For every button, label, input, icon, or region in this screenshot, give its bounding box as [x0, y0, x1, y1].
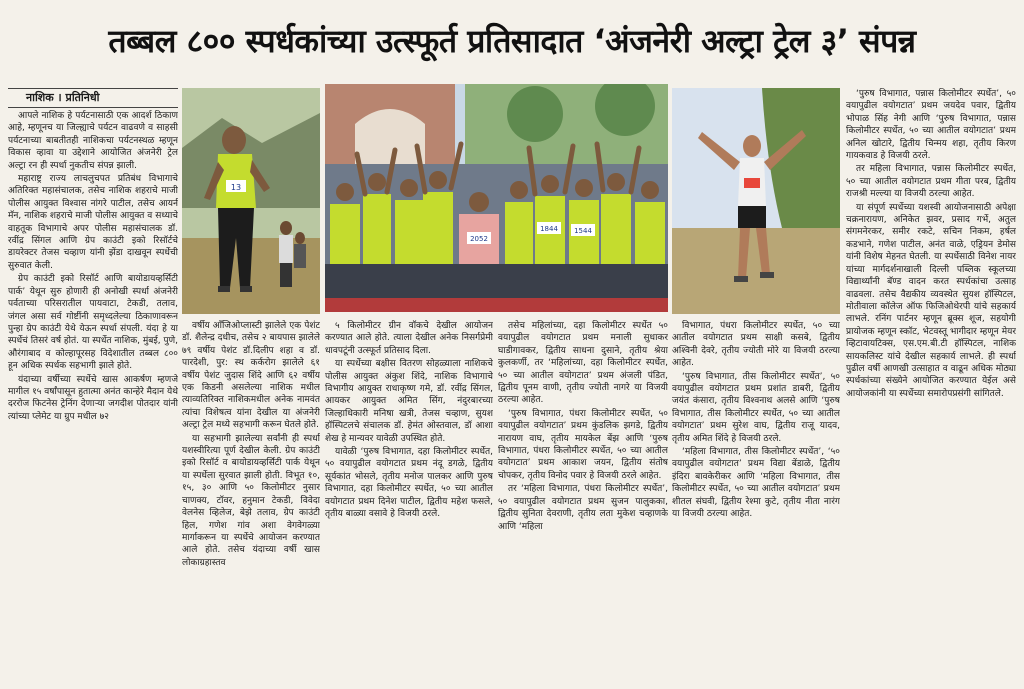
article-column-6 — [846, 88, 1016, 685]
paragraph: ‘महिला विभागात, तीस किलोमीटर स्पर्धेत’, ‘५० वयापुढील वयोगटात’ प्रथम विद्या बेंडाळे, द्वितीय इंदिरा बावकेरीकर आणि ‘महिला विभागात, तीस किलोमीटर स्पर्धेत, ५० च्या आतील वयोगटात’ प्रथम शीतल संघवी, द्वितीय रेश्मा कुटे, तृतीय नीता नारंग या विजयी ठरल्या आहेत. — [672, 447, 840, 520]
paragraph: महाराष्ट्र राज्य लाचलुचपत प्रतिबंध विभागाचे अतिरिक्त महासंचालक, तसेच नाशिक शहराचे माजी पोलीस आयुक्त विश्वास नांगरे पाटील, तसेच आयर्न मॅन, नाशिक शहराचे माजी पोलीस आयुक्त व सध्याचे वाहतूक विभागाचे अपर पोलीस महासंचालक डॉ. रवींद्र सिंगल आणि ग्रेप काउंटी इको रिसॉर्टचे डायरेक्टर तेजस चव्हाण यांनी झेंडा दाखवून स्पर्धेची सुरुवात केली. — [8, 174, 178, 271]
article-column-3 — [325, 320, 493, 685]
paragraph: तर महिला विभागात, पन्नास किलोमीटर स्पर्धेत, ५० च्या आतील वयोगटात प्रथम गीता परब, द्वितीय राजश्री मल्ल्या या विजयी ठरल्या आहेत. — [846, 164, 1016, 200]
paragraph: या संपूर्ण स्पर्धेच्या यशस्वी आयोजनासाठी अपेक्षा चक्रनारायण, अनिकेत झवर, प्रसाद गर्भे, अतुल संगमनेरकर, समीर रकटे, सचिन निकम, हर्षल कडभाने, गणेश पाटील, अनंत वाळे, एड्रियन डेमोस यांनी विशेष मेहनत घेतली. या स्पर्धेसाठी विनेश नायर यांच्या मार्गदर्शनाखाली दिल्ली पब्लिक स्कूलच्या विद्यार्थ्यांनी बॅण्ड वादन करत स्पर्धकांचा उत्साह वाढवला. तसेच वैद्यकीय व्यवस्थेत सुयश हॉस्पिटल, मोतीवाला कॉलेज ऑफ फिजिओथेरपी यांचे सहकार्य लाभले. रनिंग पार्टनर म्हणून ब्रूक्स शूज, सहयोगी प्रायोजक म्हणून स्कॉट, भेटवस्तू भागीदार म्हणून मेयर व्हिटावायटिक्स, एस.एम.बी.टी हॉस्पिटल, नाशिक सायकलिस्ट यांचे देखील सहकार्य लाभले. ही स्पर्धा पुढील वर्षी आणखी उत्साहात व वाढून अधिक मोठ्या स्पर्धकांच्या संख्येने आयोजित करण्यात येईल असे आयोजकांनी या स्पर्धेच्या समारोपप्रसंगी सांगितले. — [846, 202, 1016, 399]
paragraph: विभागात, पंधरा किलोमीटर स्पर्धेत, ५० च्या आतील वयोगटात प्रथम साक्षी कसबे, द्वितीय अश्विनी देवरे, तृतीय ज्योती मोरे या विजयी ठरल्या आहेत. — [672, 321, 840, 369]
photo-bib: 1544 — [574, 227, 592, 235]
dateline — [8, 88, 178, 108]
article-column-2 — [182, 320, 320, 685]
paragraph: या सहभागी झालेल्या सर्वांनी ही स्पर्धा यशस्वीरित्या पूर्ण देखील केली. ग्रेप काउंटी इको रिसॉर्ट व बायोडायव्हर्सिटी पार्क येथून या स्पर्धेला सुरवात झाली होती. विभूत १०, १५, ३० आणि ५० किलोमीटर नुसार चाणक्य, टॉवर, हनुमान टेकडी, विवेदा वेलनेस व्हिलेज, बेझे तलाव, ग्रेप काउंटी हिल, गणेश गांव अशा वेगवेगळ्या मार्गाकरून या स्पर्धेचे आयोजन करण्यात आले होते. तसेच यंदाच्या वर्षी खास लोकाग्रहास्तव — [182, 433, 320, 568]
paragraph: यंदाच्या वर्षीच्या स्पर्धेचे खास आकर्षण म्हणजे मागील १५ वर्षांपासून हुतात्मा अनंत कान्हेरे मैदान येथे दररोज फिटनेस ट्रेनिंग देणाऱ्या जगदीश पोतदार यांनी त्यांच्या प्लेमेट या ग्रुप मधील ७२ — [8, 374, 178, 422]
article-column-4 — [498, 320, 668, 685]
paragraph: ग्रेप काउंटी इको रिसॉर्ट आणि बायोडायव्हर्सिटी पार्क’ येथून सुरु होणारी ही अनोखी स्पर्धा अंजनेरी पर्वताच्या परिसरातील पायवाटा, टेकडी, तलाव, जंगल असा सर्व गोष्टींनी समृध्दलेल्या ठिकाणावरून पुन्हा ग्रेप काउंटी येथे येऊन स्पर्धा संपली. यंदा हे या स्पर्धेचं तिसरं वर्ष होतं. या स्पर्धेत नाशिक, मुंबई, पुणे, औरंगाबाद व कोल्हापूरसह विदेशातील तब्बल ८०० हून अधिक स्पर्धक सहभागी झाले होते. — [8, 274, 178, 372]
photo-bib: 1844 — [540, 225, 558, 233]
paragraph: या स्पर्धेच्या बक्षीस वितरण सोहळ्याला नाशिकचे पोलीस आयुक्त अंकुश शिंदे, नाशिक विभागाचे विभागीय आयुक्त राधाकृष्ण गमे, डॉ. रवींद्र सिंगल, आयकर आयुक्त अमित सिंग, नंदुरबारच्या जिल्हाधिकारी मनिषा खत्री, तेजस चव्हाण, सुयश हॉस्पिटलचे संचालक डॉ. हेमंत ओस्तवाल, डॉ आशा शेख हे मान्यवर यावेळी उपस्थित होते. — [325, 359, 493, 444]
paragraph: ‘पुरुष विभागात, तीस किलोमीटर स्पर्धेत’, ५० वयापुढील वयोगटात प्रथम प्रशांत डाबरी, द्वितीय जयंत कंसारा, तृतीय विश्वनाथ अलसे आणि ‘पुरुष विभागात, तीस किलोमीटर स्पर्धेत, ५० च्या आतील वयोगटात’ प्रथम सुरेश वाघ, द्वितीय राजू यादव, तृतीय अमित शिंदे हे विजयी ठरले. — [672, 371, 840, 444]
dateline-text: नाशिक । प्रतिनिधी — [26, 91, 100, 104]
photo-woman-runner — [182, 88, 320, 314]
paragraph: आपले नाशिक हे पर्यटनासाठी एक आदर्श ठिकाण आहे, म्हणूनच या जिल्ह्याचे पर्यटन वाढवणे व साहसी पर्यटनाच्या बाबतीतही नाशिकचा पर्यटनस्थळ म्हणून विकास व्हावा या उद्देशाने आयोजित अंजनेरी ट्रेल अल्ट्रा रन ही स्पर्धा नुकतीच संपन्न झाली. — [8, 111, 178, 171]
photo-bib: 13 — [230, 183, 242, 192]
photo-bib: 2052 — [470, 235, 488, 243]
paragraph: ‘पुरुष विभागात, पंधरा किलोमीटर स्पर्धेत, ५० वयापुढील वयोगटात’ प्रथम कुंडलिक झगडे, द्वितीय नारायण वाघ, तृतीय मायकेल बेंझ आणि ‘पुरुष विभागात, पंधरा किलोमीटर स्पर्धेत, ५० च्या आतील वयोगटात’ प्रथम आकाश जयन, द्वितीय संतोष चोपकर, तृतीय विनोद पवार हे विजयी ठरले आहेत. — [498, 408, 668, 481]
article-headline: तब्बल ८०० स्पर्धकांच्या उत्स्फूर्त प्रतिसादात ‘अंजनेरी अल्ट्रा ट्रेल ३’ संपन्न — [108, 22, 916, 60]
photo-man-runner — [672, 88, 840, 314]
paragraph: तर ‘महिला विभागात, पंधरा किलोमीटर स्पर्धेत’, ५० वयापुढील वयोगटात प्रथम सुजन पालुकका, द्वितीय सुनिता देवराणी, तृतीय लता मुकेश चव्हाणके आणि ‘महिला — [498, 484, 668, 532]
paragraph: यावेळी ‘पुरुष विभागात, दहा किलोमीटर स्पर्धेत, ५० वयापुढील वयोगटात प्रथम नंदू डगळे, द्वितीय सूर्यकांत भोसले, तृतीय मनोज पालकर आणि पुरुष विभागात, दहा किलोमीटर स्पर्धेत, ५० च्या आतील वयोगटात प्रथम दिनेश पाटील, द्वितीय महेश फसले, तृतीय बाळ्या वसावे हे विजयी ठरले. — [325, 447, 493, 520]
paragraph: ‘पुरुष विभागात, पन्नास किलोमीटर स्पर्धेत’, ५० वयापुढील वयोगटात’ प्रथम जयदेव पवार, द्वितीय भोपाळ सिंह नेगी आणि ‘पुरुष विभागात, पन्नास किलोमीटर स्पर्धेत, ५० च्या आतील वयोगटात’ प्रथम अनिल खोटारे, द्वितीय चिन्मय शहा, तृतीय किरण गायकवाड हे विजयी ठरले. — [846, 89, 1016, 162]
paragraph: तसेच महिलांच्या, दहा किलोमीटर स्पर्धेत ५० वयापुढील वयोगटात प्रथम मनाली सुधाकर घाडीगावकर, द्वितीय साधना दुसाने, तृतीय श्रेया कुलकर्णी, तर ‘महिलांच्या, दहा किलोमीटर स्पर्धेत, ५० च्या आतील वयोगटात’ प्रथम अंजली पंडित, द्वितीय पूनम वाणी, तृतीय ज्योती नागरे या विजयी ठरल्या आहेत. — [498, 321, 668, 406]
article-column-5 — [672, 320, 840, 685]
paragraph: ५ किलोमीटर ग्रीन वॉकचे देखील आयोजन करण्यात आले होते. त्याला देखील अनेक निसर्गप्रेमी धावपटूंनी उत्स्फूर्त प्रतिसाद दिला. — [325, 321, 493, 356]
article-column-1 — [8, 110, 178, 685]
photo-start-crowd — [325, 84, 668, 312]
paragraph: वर्षीय ऑंजिओप्लास्टी झालेले एक पेशंट डॉ. शैलेन्द्र दधीच, तसेच २ बायपास झालेले ७९ वर्षीय पेशंट डॉ.दिलीप शहा व डॉ. पारदेशी, पुर: स्थ कर्करोग झालेले ६१ वर्षीय पेशंट जुदास शिंदे आणि ६२ वर्षीय एक किडनी असलेल्या नाशिक मधील त्याव्यतिरिक्त नाशिकमधील अनेक नामवंत त्यांचा विशेषत्व यांना देखील या अंजनेरी अल्ट्रा ट्रेल मध्ये सहभागी करून घेतले होते. — [182, 321, 320, 431]
